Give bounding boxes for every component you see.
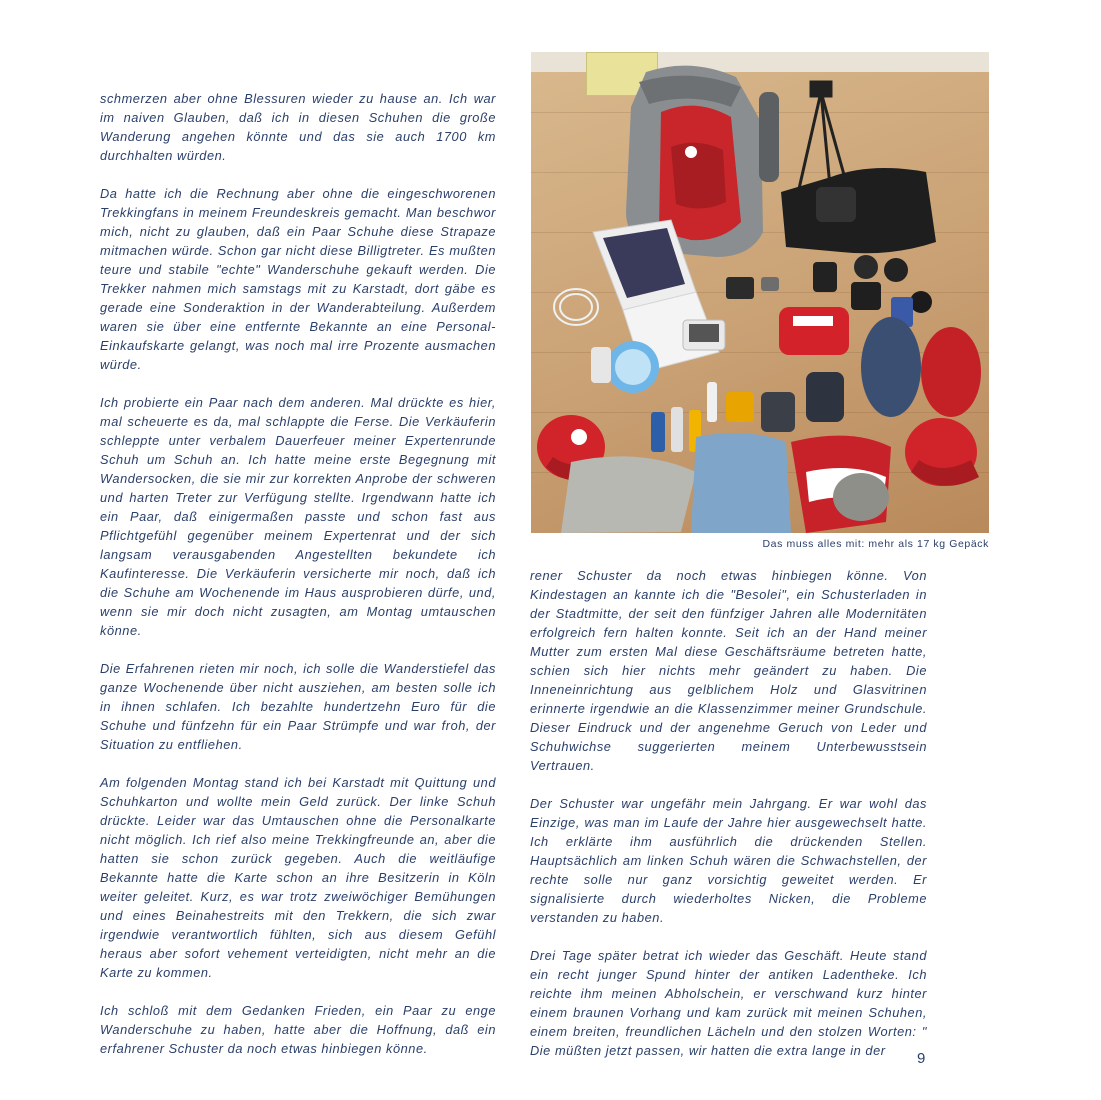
red-cap-illustration [905,418,979,486]
paragraph: Ich probierte ein Paar nach dem anderen. Mal drückte es hier, mal scheuerte es da, mal schlappte die Ferse. Die Verkäuferin schleppte unter verbalem Dauerfeuer meiner Expertenrunde Schuh um Schuh an. Ich hatte meine erste Begegnung mit Wandersocken, die sie mir zur korrekten Anprobe der schweren und harten Treter zur Verfügung stellte. Irgendwann hatte ich ein Paar, daß einigermaßen passte und schon fast aus Pflichtgefühl gegenüber meinem Expertenrat und der sich langsam verausgabenden Angestellten bekundete ich Kaufinteresse. Die Verkäuferin versicherte mir noch, daß ich die Schuhe am Wochenende im Haus ausprobieren dürfe, und, wenn sie mir doch nicht zusagten, am Montag umtauschen könne. [100,395,496,638]
paragraph: Da hatte ich die Rechnung aber ohne die eingeschworenen Trekkingfans in meinem Freundeskreis gemacht. Man beschwor mich, nicht zu glauben, daß ein Paar Schuhe diese Strapaze mitmachen würde. Schon gar nicht diese Billigtreter. Es mußten teure und stabile "echte" Wanderschuhe gekauft werden. Die Trekker nahmen mich samstags mit zu Karstadt, dort gäbe es gerade eine Sonderaktion in der Wanderabteilung. Außerdem waren sie über eine entfernte Bekannte an eine Personal-Einkaufskarte gelangt, was noch mal irre Prozente ausmachen würde. [100,186,496,372]
camera-bag-illustration [781,168,936,253]
left-text-column [100,89,496,1058]
paragraph: schmerzen aber ohne Blessuren wieder zu hause an. Ich war im naiven Glauben, daß ich in diesen Schuhen die große Wanderung angehen könnte und das sie auch 1700 km durchhalten würden. [100,91,496,163]
paragraph: rener Schuster da noch etwas hinbiegen könne. Von Kindestagen an kannte ich die "Besolei", ein Schusterladen in der Stadtmitte, der seit den fünfziger Jahren alle Modernitäten erfolgreich fern halten konnte. Seit ich an der Hand meiner Mutter zum ersten Mal diese Geschäftsräume betreten hatte, schien sich hier nichts mehr geändert zu haben. Die Inneneinrichtung aus gelblichem Holz und Glasvitrinen erinnerte irgendwie an die Klassenzimmer meiner Grundschule. Dieser Eindruck und der angenehme Geruch von Leder und Schuhwichse suggerierten meinem Unterbewusstsein Vertrauen. [530,568,927,773]
paragraph: Der Schuster war ungefähr mein Jahrgang. Er war wohl das Einzige, was man im Laufe der Jahre hier ausgewechselt hatte. Ich erklärte ihm ausführlich die drückenden Stellen. Hauptsächlich am linken Schuh wären die Schwachstellen, der rechte solle nur ganz vorsichtig geweitet werden. Er signalisierte durch wiederholtes Nicken, die Probleme verstanden zu haben. [530,796,927,925]
paragraph: Am folgenden Montag stand ich bei Karstadt mit Quittung und Schuhkarton und wollte mein Geld zurück. Der linke Schuh drückte. Leider war das Umtauschen ohne die Personalkarte nicht möglich. Ich rief also meine Trekkingfreunde an, aber die hatten sie schon zurück gegeben. Auch die weitläufige Bekannte hatte die Karte schon an ihre Besitzerin in Köln weiter geleitet. Kurz, es war trotz zweiwöchiger Bemühungen und eines Beinahestreits mit den Trekkern, die sich zwar irgendwie verantwortlich fühlten, sich aus diesem Gefühl heraus aber sofort vehement verteidigten, nicht mehr an die Karte zu kommen. [100,775,496,980]
photo-caption: Das muss alles mit: mehr als 17 kg Gepäck [762,538,989,550]
page-number: 9 [917,1050,926,1067]
right-text-column [530,566,927,1060]
paragraph: Die Erfahrenen rieten mir noch, ich solle die Wanderstiefel das ganze Wochenende über nicht ausziehen, am besten solle ich in ihnen schlafen. Ich bezahlte hundertzehn Euro für die Schuhe und fünfzehn für ein Paar Strümpfe und war froh, der Situation zu entfliehen. [100,661,496,752]
sleeping-bag-illustration [861,317,981,417]
paragraph: Drei Tage später betrat ich wieder das Geschäft. Heute stand ein recht junger Spund hinter der antiken Ladentheke. Ich reichte ihm meinen Abholschein, er verschwand kurz hinter einem braunen Vorhang und kam zurück mit meinen Schuhen, einem breiten, freundlichen Lächeln und den stolzen Worten: " Die müßten jetzt passen, wir hatten die extra lange in der [530,948,927,1058]
first-aid-kit-illustration [779,307,849,355]
gear-photo [531,52,989,533]
paragraph: Ich schloß mit dem Gedanken Frieden, ein Paar zu enge Wanderschuhe zu haben, hatte aber die Hoffnung, daß ein erfahrener Schuster da noch etwas hinbiegen könne. [100,1003,496,1056]
